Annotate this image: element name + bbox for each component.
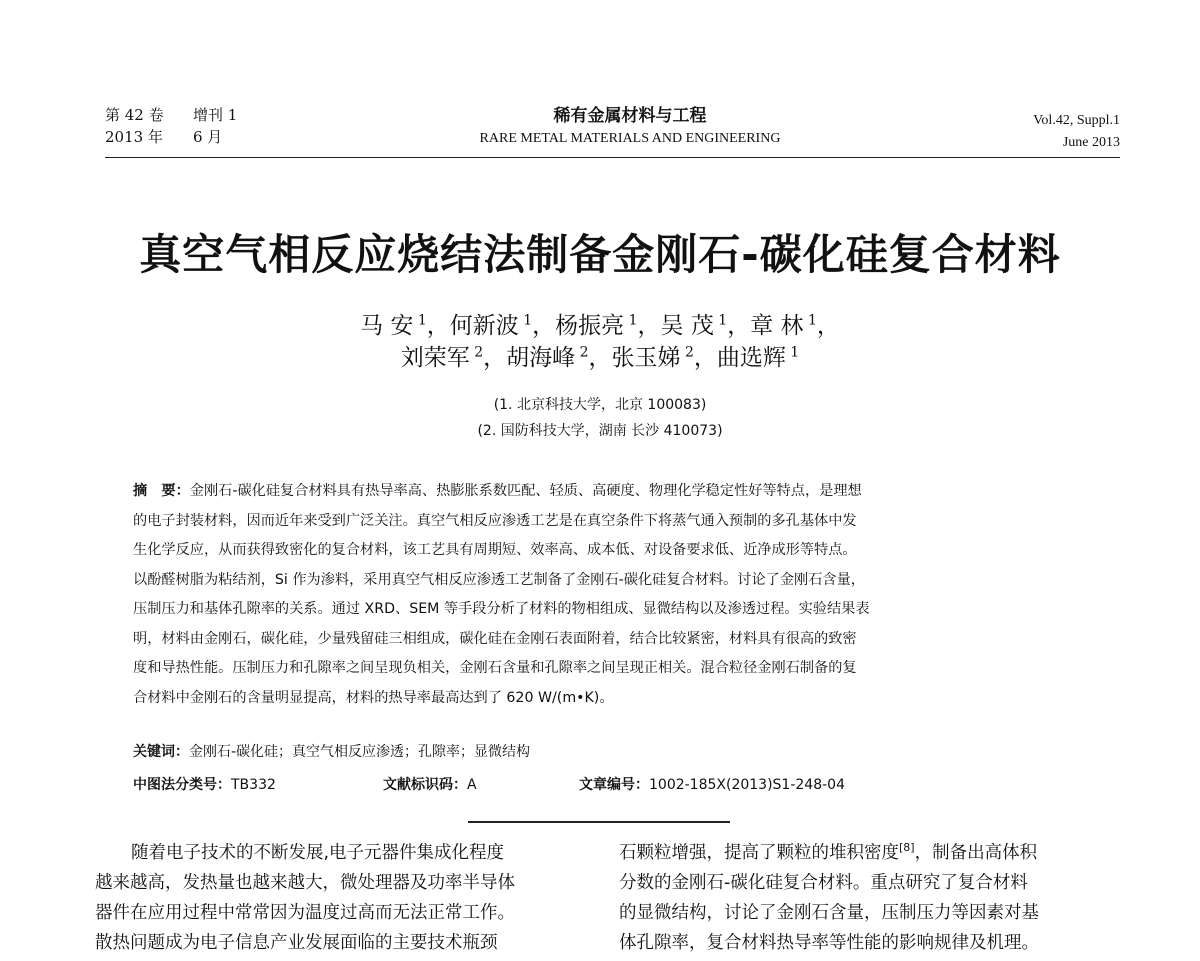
header-journal [435, 104, 825, 150]
abstract-line: 合材料中金刚石的含量明显提高，材料的热导率最高达到了 620 W/(m•K)。 [133, 689, 614, 706]
abstract-line: 的电子封装材料，因而近年来受到广泛关注。真空气相反应渗透工艺是在真空条件下将蒸气通入预制的多孔基体中发 [133, 512, 857, 529]
author-affiliation-mark: 2 [680, 344, 694, 361]
abstract-label: 摘 要： [133, 483, 190, 499]
author-affiliation-mark: 1 [785, 344, 800, 361]
doc-code-label: 文献标识码： [383, 777, 467, 793]
section-separator [468, 821, 730, 823]
author-affiliation-mark: 2 [575, 344, 589, 361]
author-line-2 [0, 342, 1200, 374]
body-line: 越来越高，发热量也越来越大，微处理器及功率半导体 [95, 873, 515, 893]
journal-name-cn: 稀有金属材料与工程 [553, 106, 707, 126]
author-separator: ， [637, 313, 661, 339]
header-volume-info [105, 104, 237, 148]
author-separator: ， [816, 313, 840, 339]
document-code [383, 774, 477, 794]
article-number-value: 1002-185X(2013)S1-248-04 [649, 777, 845, 793]
header-rule [105, 157, 1120, 158]
body-line: 体孔隙率，复合材料热导率等性能的影响规律及机理。 [619, 933, 1039, 953]
affiliation-2: (2. 国防科技大学，湖南 长沙 410073) [477, 423, 723, 439]
abstract-line: 以酚醛树脂为粘结剂，Si 作为渗料，采用真空气相反应渗透工艺制备了金刚石-碳化硅复合材料。讨论了金刚石含量， [133, 571, 865, 588]
keywords [133, 741, 530, 761]
body-line: 分数的金刚石-碳化硅复合材料。重点研究了复合材料 [619, 873, 1028, 893]
paper-title: 真空气相反应烧结法制备金刚石-碳化硅复合材料 [139, 230, 1061, 279]
author-separator: ， [483, 345, 507, 371]
keywords-label: 关键词： [133, 744, 189, 760]
author-name: 吴 茂 [660, 313, 714, 339]
author-separator: ， [693, 345, 717, 371]
abstract-line: 压制压力和基体孔隙率的关系。通过 XRD、SEM 等手段分析了材料的物相组成、显微结构以及渗透过程。实验结果表 [133, 601, 870, 617]
abstract-line: 度和导热性能。压制压力和孔隙率之间呈现负相关，金刚石含量和孔隙率之间呈现正相关。混合粒径金刚石制备的复 [133, 660, 857, 676]
abstract-line: 金刚石-碳化硅复合材料具有热导率高、热膨胀系数匹配、轻质、高硬度、物理化学稳定性好等特点，是理想 [189, 483, 862, 499]
journal-name-en: RARE METAL MATERIALS AND ENGINEERING [479, 131, 781, 146]
header-volume-en [1033, 110, 1120, 154]
keywords-text: 金刚石-碳化硅；真空气相反应渗透；孔隙率；显微结构 [189, 744, 531, 760]
author-name: 刘荣军 [400, 345, 470, 371]
body-line: 的显微结构，讨论了金刚石含量，压制压力等因素对基 [619, 903, 1039, 923]
body-line: 随着电子技术的不断发展,电子元器件集成化程度 [131, 843, 505, 863]
body-column-left [95, 838, 607, 958]
author-affiliation-mark: 1 [518, 312, 533, 329]
author-name: 胡海峰 [506, 345, 576, 371]
author-affiliation-mark: 1 [413, 312, 427, 329]
header-issue: 增刊 1 [193, 106, 238, 124]
citation-ref[interactable]: [8] [899, 841, 915, 855]
author-separator: ， [532, 313, 556, 339]
clc-number [133, 774, 276, 794]
clc-value: TB332 [231, 777, 276, 793]
affiliation-1: (1. 北京科技大学，北京 100083) [493, 397, 707, 413]
author-affiliation-mark: 1 [713, 312, 728, 329]
author-list [0, 310, 1200, 374]
running-header [105, 104, 1120, 158]
body-column-right [619, 838, 1131, 958]
author-separator: ， [727, 313, 751, 339]
author-separator: ， [588, 345, 612, 371]
article-number-label: 文章编号： [579, 777, 649, 793]
author-name: 马 安 [360, 313, 414, 339]
body-text: 石颗粒增强，提高了颗粒的堆积密度 [619, 843, 899, 863]
abstract-line: 明，材料由金刚石，碳化硅，少量残留硅三相组成，碳化硅在金刚石表面附着，结合比较紧密，材料具有很高的致密 [133, 630, 857, 647]
author-name: 张玉娣 [611, 345, 681, 371]
author-line-1 [0, 310, 1200, 342]
affiliations [0, 392, 1200, 444]
author-separator: ， [426, 313, 450, 339]
body-text: ，制备出高体积 [914, 843, 1038, 863]
author-affiliation-mark: 1 [803, 312, 817, 329]
date-en: June 2013 [1062, 135, 1120, 150]
abstract-line: 生化学反应，从而获得致密化的复合材料，该工艺具有周期短、效率高、成本低、对设备要求低、近净成形等特点。 [133, 542, 857, 558]
author-affiliation-mark: 1 [624, 312, 638, 329]
author-name: 章 林 [750, 313, 804, 339]
author-name: 何新波 [449, 313, 519, 339]
author-affiliation-mark: 2 [469, 344, 484, 361]
abstract [133, 477, 1073, 713]
body-line: 散热问题成为电子信息产业发展面临的主要技术瓶颈 [95, 933, 498, 953]
header-volume: 第 42 卷 [105, 106, 164, 124]
header-year: 2013 年 [105, 128, 163, 146]
doc-code-value: A [467, 777, 477, 793]
body-line: 器件在应用过程中常常因为温度过高而无法正常工作。 [95, 903, 515, 923]
article-number [579, 774, 845, 794]
header-month: 6 月 [193, 128, 223, 146]
author-name: 杨振亮 [555, 313, 625, 339]
clc-label: 中图法分类号： [133, 777, 231, 793]
body-line [619, 838, 1131, 868]
volume-en: Vol.42, Suppl.1 [1033, 113, 1120, 128]
author-name: 曲选辉 [716, 345, 786, 371]
